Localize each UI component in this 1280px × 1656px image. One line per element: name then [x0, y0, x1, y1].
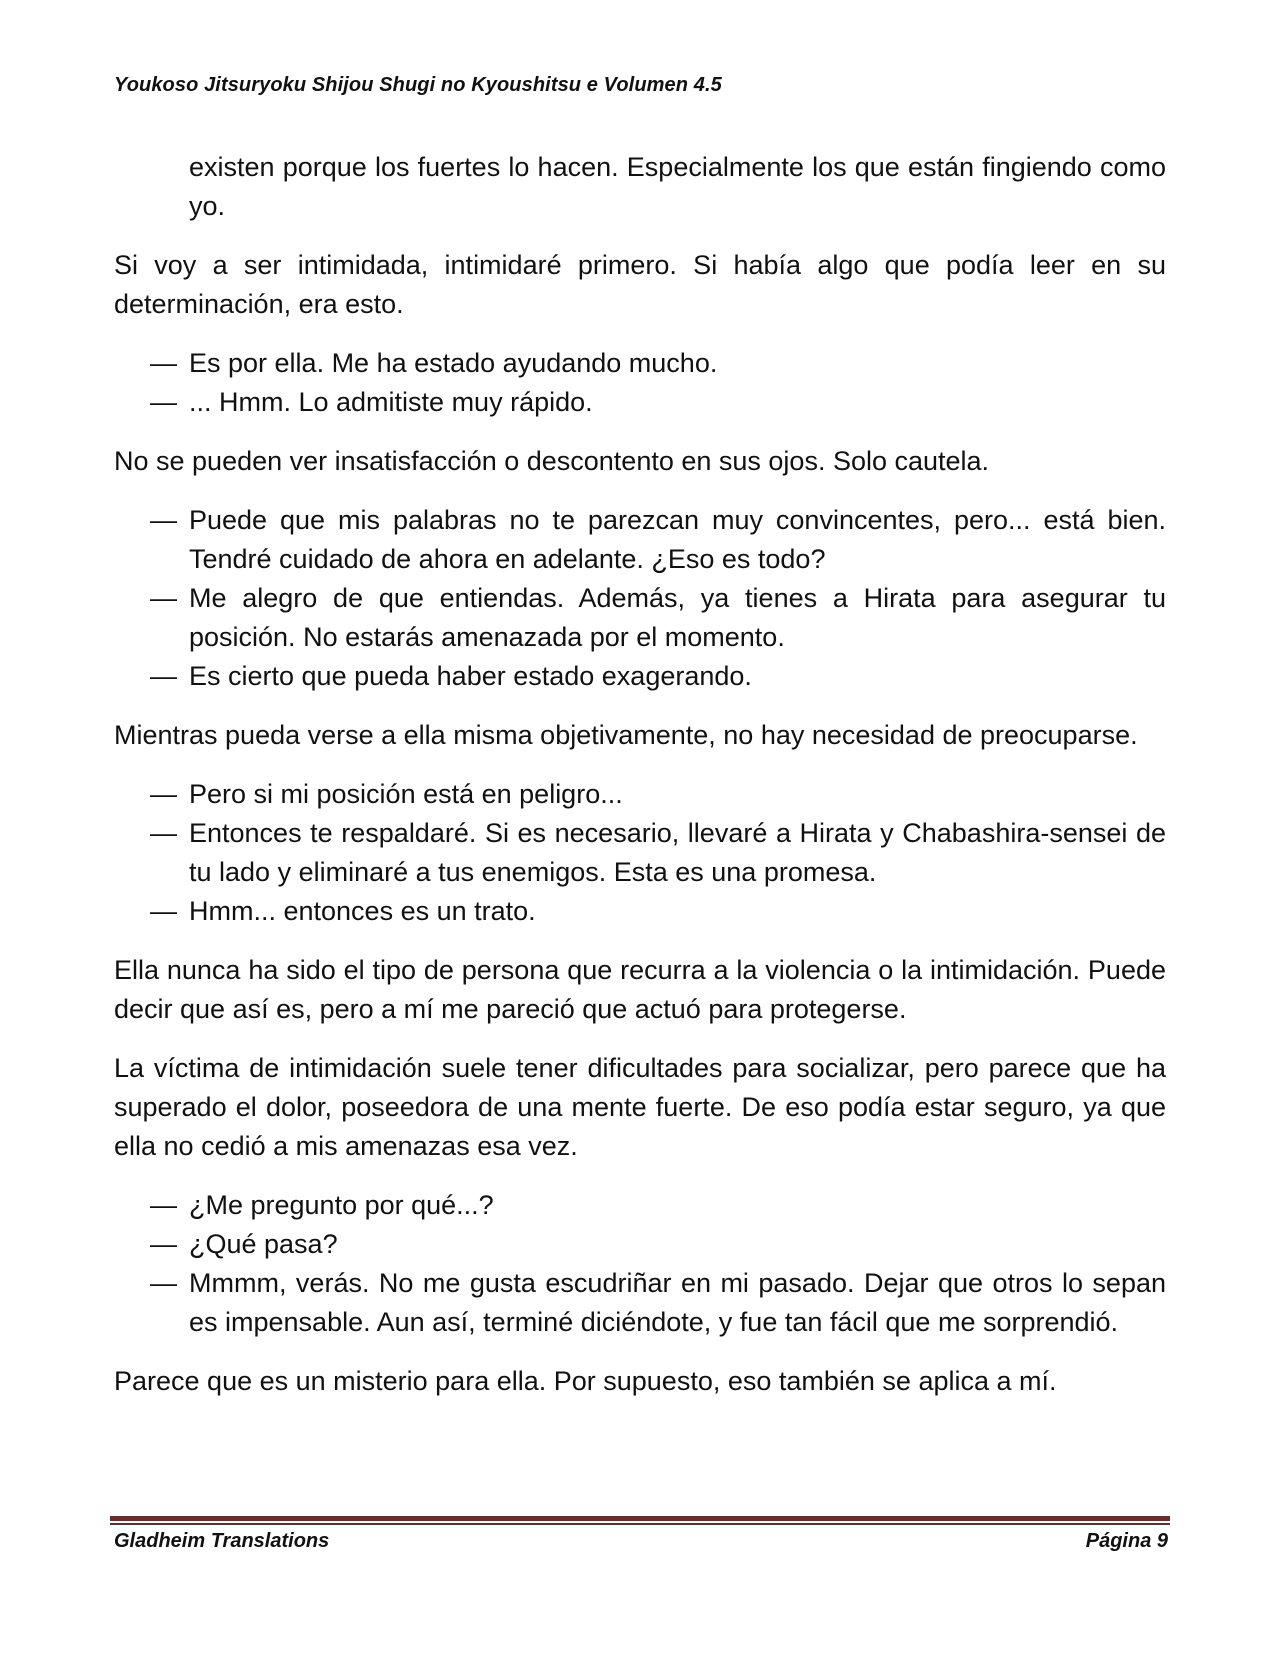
dialogue-line: — Hmm... entonces es un trato. — [114, 892, 1166, 931]
paragraph: La víctima de intimidación suele tener dificultades para socializar, pero parece que ha superado el dolor, poseedora de una mente fuerte. De eso podía estar seguro, ya que ella no cedió a mis amenazas esa vez. — [114, 1053, 1166, 1161]
dash: — — [150, 387, 177, 417]
dialogue-line: — ¿Qué pasa? — [114, 1225, 1166, 1264]
paragraph: Parece que es un misterio para ella. Por supuesto, eso también se aplica a mí. — [114, 1366, 1057, 1396]
dash: — — [150, 1229, 177, 1259]
footer-credit: Gladheim Translations — [114, 1530, 330, 1552]
paragraph: Ella nunca ha sido el tipo de persona que recurra a la violencia o la intimidación. Puede decir que así es, pero a mí me pareció que actuó para protegerse. — [114, 955, 1166, 1024]
page-number: Página 9 — [1085, 1530, 1168, 1552]
paragraph: existen porque los fuertes lo hacen. Especialmente los que están fingiendo como yo. — [189, 152, 1166, 221]
paragraph: No se pueden ver insatisfacción o descontento en sus ojos. Solo cautela. — [114, 446, 990, 476]
dialogue-line: — ¿Me pregunto por qué...? — [114, 1186, 1166, 1225]
dialogue-block — [114, 344, 1166, 422]
dialogue-block — [114, 501, 1166, 696]
dash: — — [150, 661, 177, 691]
dialogue-line: — Me alegro de que entiendas. Además, ya tienes a Hirata para asegurar tu posición. No estarás amenazada por el momento. — [114, 579, 1166, 657]
dash: — — [150, 1268, 177, 1298]
dialogue-line: — Es cierto que pueda haber estado exagerando. — [114, 657, 1166, 696]
dash: — — [150, 1190, 177, 1220]
running-header: Youkoso Jitsuryoku Shijou Shugi no Kyoushitsu e Volumen 4.5 — [114, 74, 722, 96]
dialogue-line: — Entonces te respaldaré. Si es necesario, llevaré a Hirata y Chabashira-sensei de tu lado y eliminaré a tus enemigos. Esta es una promesa. — [114, 814, 1166, 892]
dialogue-line: — Es por ella. Me ha estado ayudando mucho. — [114, 344, 1166, 383]
dash: — — [150, 896, 177, 926]
dialogue-block — [114, 775, 1166, 931]
dialogue-line: — Pero si mi posición está en peligro... — [114, 775, 1166, 814]
dialogue-line: — Puede que mis palabras no te parezcan muy convincentes, pero... está bien. Tendré cuidado de ahora en adelante. ¿Eso es todo? — [114, 501, 1166, 579]
dialogue-line: — ... Hmm. Lo admitiste muy rápido. — [114, 383, 1166, 422]
footer-rule-thin — [110, 1523, 1170, 1525]
footer-rule — [110, 1516, 1170, 1521]
dash: — — [150, 818, 177, 848]
dialogue-line: — Mmmm, verás. No me gusta escudriñar en mi pasado. Dejar que otros lo sepan es impensable. Aun así, terminé diciéndote, y fue tan fácil que me sorprendió. — [114, 1264, 1166, 1342]
body-text — [114, 148, 1166, 1421]
dialogue-block — [114, 1186, 1166, 1342]
paragraph: Si voy a ser intimidada, intimidaré primero. Si había algo que podía leer en su determinación, era esto. — [114, 250, 1166, 319]
dash: — — [150, 348, 177, 378]
dash: — — [150, 779, 177, 809]
dash: — — [150, 505, 177, 535]
dash: — — [150, 583, 177, 613]
paragraph: Mientras pueda verse a ella misma objetivamente, no hay necesidad de preocuparse. — [114, 720, 1138, 750]
